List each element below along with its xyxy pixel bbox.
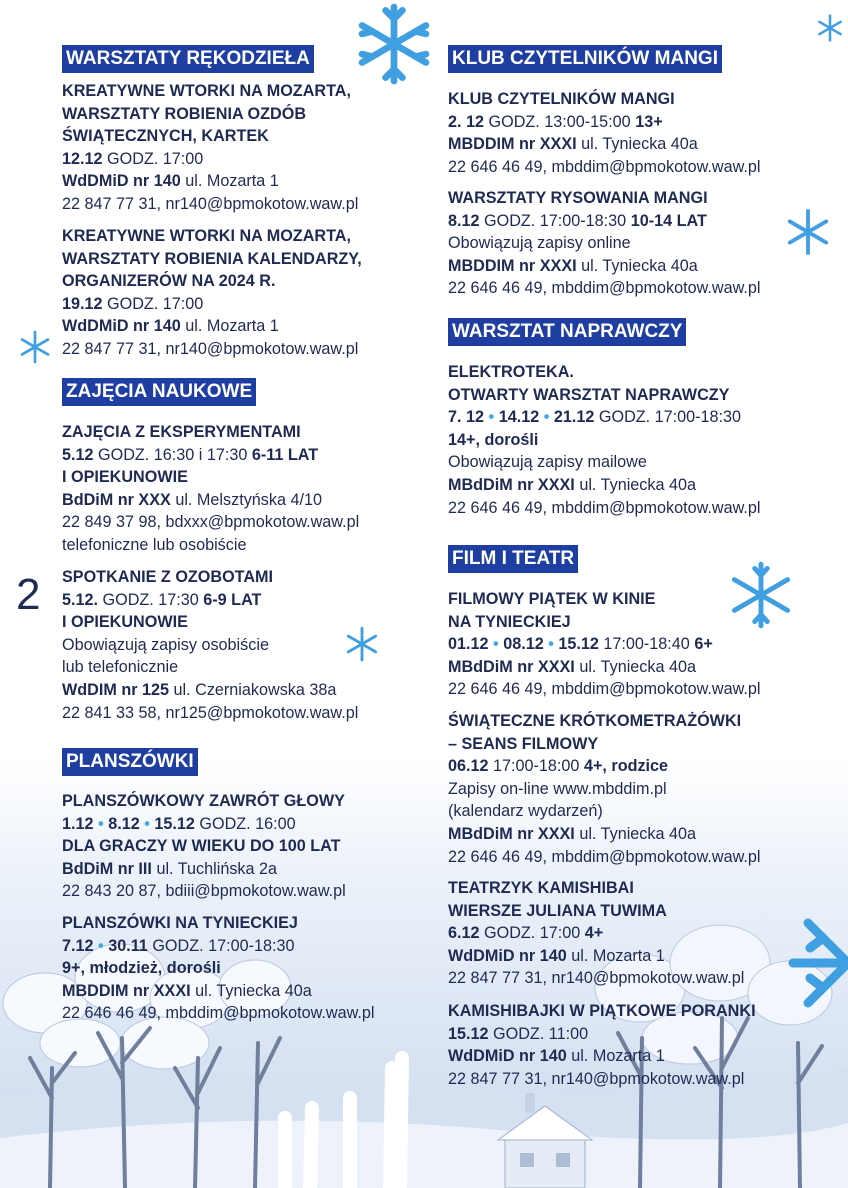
snowflake-icon	[816, 14, 844, 42]
event-title: KAMISHIBAJKI W PIĄTKOWE PORANKI	[448, 1002, 756, 1020]
event-venue: MBDDIM nr XXXI ul. Tyniecka 40a	[62, 981, 312, 1000]
event-contact: 22 646 46 49, mbddim@bpmokotow.waw.pl	[448, 157, 761, 176]
event-venue: WdDMiD nr 140 ul. Mozarta 1	[448, 1047, 665, 1066]
event-venue: WdDMiD nr 140 ul. Mozarta 1	[62, 317, 279, 336]
event-title: NA TYNIECKIEJ	[448, 612, 571, 631]
event-venue: WdDIM nr 125 ul. Czerniakowska 38a	[62, 680, 337, 699]
event-planszowki-tyniecka	[62, 912, 432, 1025]
event-title: ELEKTROTEKA.	[448, 363, 574, 381]
event-contact: 22 646 46 49, mbddim@bpmokotow.waw.pl	[448, 279, 761, 298]
event-note: Obowiązują zapisy online	[448, 234, 631, 253]
event-title: OTWARTY WARSZTAT NAPRAWCZY	[448, 385, 730, 404]
event-filmowy-piatek	[448, 588, 838, 701]
section-header-planszowki: PLANSZÓWKI	[62, 748, 198, 776]
event-contact: 22 847 77 31, nr140@bpmokotow.waw.pl	[62, 194, 359, 213]
event-title: KREATYWNE WTORKI NA MOZARTA,	[62, 82, 351, 100]
event-date: 7.12 • 30.11 GODZ. 17:00-18:30	[62, 936, 295, 955]
event-ozoboty	[62, 566, 432, 724]
page-number: 2	[16, 570, 41, 619]
snowflake-icon	[18, 330, 52, 364]
event-venue: MBDDIM nr XXXI ul. Tyniecka 40a	[448, 256, 698, 275]
event-date: 1.12 • 8.12 • 15.12 GODZ. 16:00	[62, 814, 296, 833]
event-note: Obowiązują zapisy mailowe	[448, 453, 647, 472]
event-title: WARSZTATY ROBIENIA OZDÓB	[62, 104, 307, 123]
event-title: SPOTKANIE Z OZOBOTAMI	[62, 568, 274, 586]
event-date: 6.12 GODZ. 17:00 4+	[448, 924, 604, 943]
event-title: ORGANIZERÓW NA 2024 R.	[62, 272, 276, 291]
event-title: WARSZTATY ROBIENIA KALENDARZY,	[62, 249, 362, 268]
event-title: WARSZTATY RYSOWANIA MANGI	[448, 189, 708, 207]
event-age: 14+, dorośli	[448, 430, 539, 449]
section-header-manga: KLUB CZYTELNIKÓW MANGI	[448, 45, 722, 73]
event-venue: MBDDIM nr XXXI ul. Tyniecka 40a	[448, 135, 698, 154]
event-date: 2. 12 GODZ. 13:00-15:00 13+	[448, 112, 663, 131]
event-venue: WdDMiD nr 140 ul. Mozarta 1	[62, 172, 279, 191]
event-title: WIERSZE JULIANA TUWIMA	[448, 901, 667, 920]
event-contact: 22 849 37 98, bdxxx@bpmokotow.waw.pl	[62, 513, 360, 532]
event-venue: WdDMiD nr 140 ul. Mozarta 1	[448, 946, 665, 965]
event-date: 15.12 GODZ. 11:00	[448, 1024, 589, 1043]
snowflake-icon	[352, 2, 436, 86]
event-rysowanie-mangi	[448, 187, 838, 300]
event-contact: 22 646 46 49, mbddim@bpmokotow.waw.pl	[448, 847, 761, 866]
event-eksperymenty	[62, 421, 432, 557]
event-contact: 22 843 20 87, bdiii@bpmokotow.waw.pl	[62, 882, 346, 901]
event-contact: 22 847 77 31, nr140@bpmokotow.waw.pl	[62, 339, 359, 358]
event-title: PLANSZÓWKI NA TYNIECKIEJ	[62, 914, 298, 932]
event-age: 9+, młodzież, dorośli	[62, 959, 221, 978]
event-title: – SEANS FILMOWY	[448, 734, 599, 753]
section-header-warsztaty: WARSZTATY RĘKODZIEŁA	[62, 45, 314, 73]
event-date: 5.12 GODZ. 16:30 i 17:30 6-11 LAT	[62, 445, 319, 464]
event-note: telefoniczne lub osobiście	[62, 535, 247, 554]
section-header-naukowe: ZAJĘCIA NAUKOWE	[62, 378, 256, 406]
section-header-film: FILM I TEATR	[448, 545, 578, 573]
event-title: KREATYWNE WTORKI NA MOZARTA,	[62, 227, 351, 245]
event-elektroteka	[448, 361, 838, 519]
event-note: lub telefonicznie	[62, 658, 179, 677]
event-kamishibajki-poranki	[448, 1000, 838, 1090]
section-header-naprawczy: WARSZTAT NAPRAWCZY	[448, 318, 686, 346]
event-title: FILMOWY PIĄTEK W KINIE	[448, 590, 656, 608]
event-contact: 22 847 77 31, nr140@bpmokotow.waw.pl	[448, 969, 745, 988]
event-date: 8.12 GODZ. 17:00-18:30 10-14 LAT	[448, 211, 707, 230]
event-krotkometrazowki	[448, 710, 838, 868]
event-venue: BdDiM nr XXX ul. Melsztyńska 4/10	[62, 490, 322, 509]
event-title: ŚWIĄTECZNYCH, KARTEK	[62, 127, 269, 146]
event-note: Obowiązują zapisy osobiście	[62, 635, 269, 654]
event-title: PLANSZÓWKOWY ZAWRÓT GŁOWY	[62, 792, 345, 810]
event-age: I OPIEKUNOWIE	[62, 613, 188, 632]
event-venue: MBdDiM nr XXXI ul. Tyniecka 40a	[448, 824, 696, 843]
event-note: Zapisy on-line www.mbddim.pl	[448, 779, 667, 798]
event-contact: 22 646 46 49, mbddim@bpmokotow.waw.pl	[448, 498, 761, 517]
event-klub-mangi	[448, 88, 838, 178]
event-note: (kalendarz wydarzeń)	[448, 802, 603, 821]
event-venue: MBdDiM nr XXXI ul. Tyniecka 40a	[448, 475, 696, 494]
event-audience: DLA GRACZY W WIEKU DO 100 LAT	[62, 837, 341, 856]
event-date: 06.12 17:00-18:00 4+, rodzice	[448, 757, 669, 776]
event-date: 5.12. GODZ. 17:30 6-9 LAT	[62, 590, 262, 609]
event-title: ŚWIĄTECZNE KRÓTKOMETRAŻÓWKI	[448, 712, 742, 730]
event-contact: 22 841 33 58, nr125@bpmokotow.waw.pl	[62, 703, 359, 722]
event-title: ZAJĘCIA Z EKSPERYMENTAMI	[62, 423, 301, 441]
event-date: 19.12 GODZ. 17:00	[62, 294, 204, 313]
event-kreatywne-wtorki-kalendarze	[62, 225, 432, 361]
event-venue: MBdDiM nr XXXI ul. Tyniecka 40a	[448, 657, 696, 676]
event-title: TEATRZYK KAMISHIBAI	[448, 879, 634, 897]
event-contact: 22 646 46 49, mbddim@bpmokotow.waw.pl	[448, 680, 761, 699]
event-age: I OPIEKUNOWIE	[62, 468, 188, 487]
event-kamishibai-tuwim	[448, 877, 838, 990]
event-venue: BdDiM nr III ul. Tuchlińska 2a	[62, 859, 278, 878]
event-kreatywne-wtorki-ozdoby	[62, 80, 432, 216]
event-date: 7. 12 • 14.12 • 21.12 GODZ. 17:00-18:30	[448, 408, 742, 427]
event-date: 12.12 GODZ. 17:00	[62, 149, 204, 168]
event-contact: 22 847 77 31, nr140@bpmokotow.waw.pl	[448, 1069, 745, 1088]
event-title: KLUB CZYTELNIKÓW MANGI	[448, 90, 675, 108]
event-contact: 22 646 46 49, mbddim@bpmokotow.waw.pl	[62, 1004, 375, 1023]
event-zawrot-glowy	[62, 790, 432, 903]
event-date: 01.12 • 08.12 • 15.12 17:00-18:40 6+	[448, 635, 713, 654]
